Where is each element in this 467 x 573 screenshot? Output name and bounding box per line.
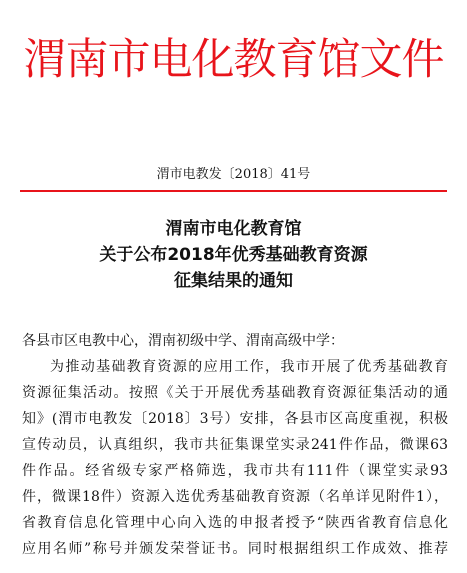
body-line: 为推动基础教育资源的应用工作，我市开展了优秀基础教育 bbox=[50, 359, 448, 375]
body-line: 知》(渭市电教发〔2018〕3号）安排，各县市区高度重视，积极 bbox=[22, 411, 448, 427]
document-number: 渭市电教发〔2018〕41号 bbox=[156, 167, 311, 182]
salutation: 各县市区电教中心，渭南初级中学、渭南高级中学： bbox=[22, 333, 344, 349]
body-line: 宣传动员，认真组织，我市共征集课堂实录241件作品，微课63 bbox=[22, 437, 448, 453]
body-line: 资源征集活动。按照《关于开展优秀基础教育资源征集活动的通 bbox=[22, 385, 448, 401]
masthead-title: 渭南市电化教育馆文件 bbox=[23, 35, 444, 85]
notice-title bbox=[0, 216, 467, 294]
title-line-1: 渭南市电化教育馆 bbox=[165, 219, 302, 239]
red-divider-line bbox=[20, 190, 447, 192]
title-line-2: 关于公布2018年优秀基础教育资源 bbox=[99, 245, 368, 265]
body-line: 应用名师”称号并颁发荣誉证书。同时根据组织工作成效、推荐 bbox=[22, 541, 448, 557]
title-line-3: 征集结果的通知 bbox=[174, 271, 293, 291]
body-line: 件，微课18件）资源入选优秀基础教育资源（名单详见附件1）， bbox=[22, 489, 448, 505]
body-line: 件作品。经省级专家严格筛选，我市共有111件（课堂实录93 bbox=[22, 463, 448, 479]
notice-body bbox=[22, 328, 448, 562]
body-line: 省教育信息化管理中心向入选的申报者授予“陕西省教育信息化 bbox=[22, 515, 448, 531]
